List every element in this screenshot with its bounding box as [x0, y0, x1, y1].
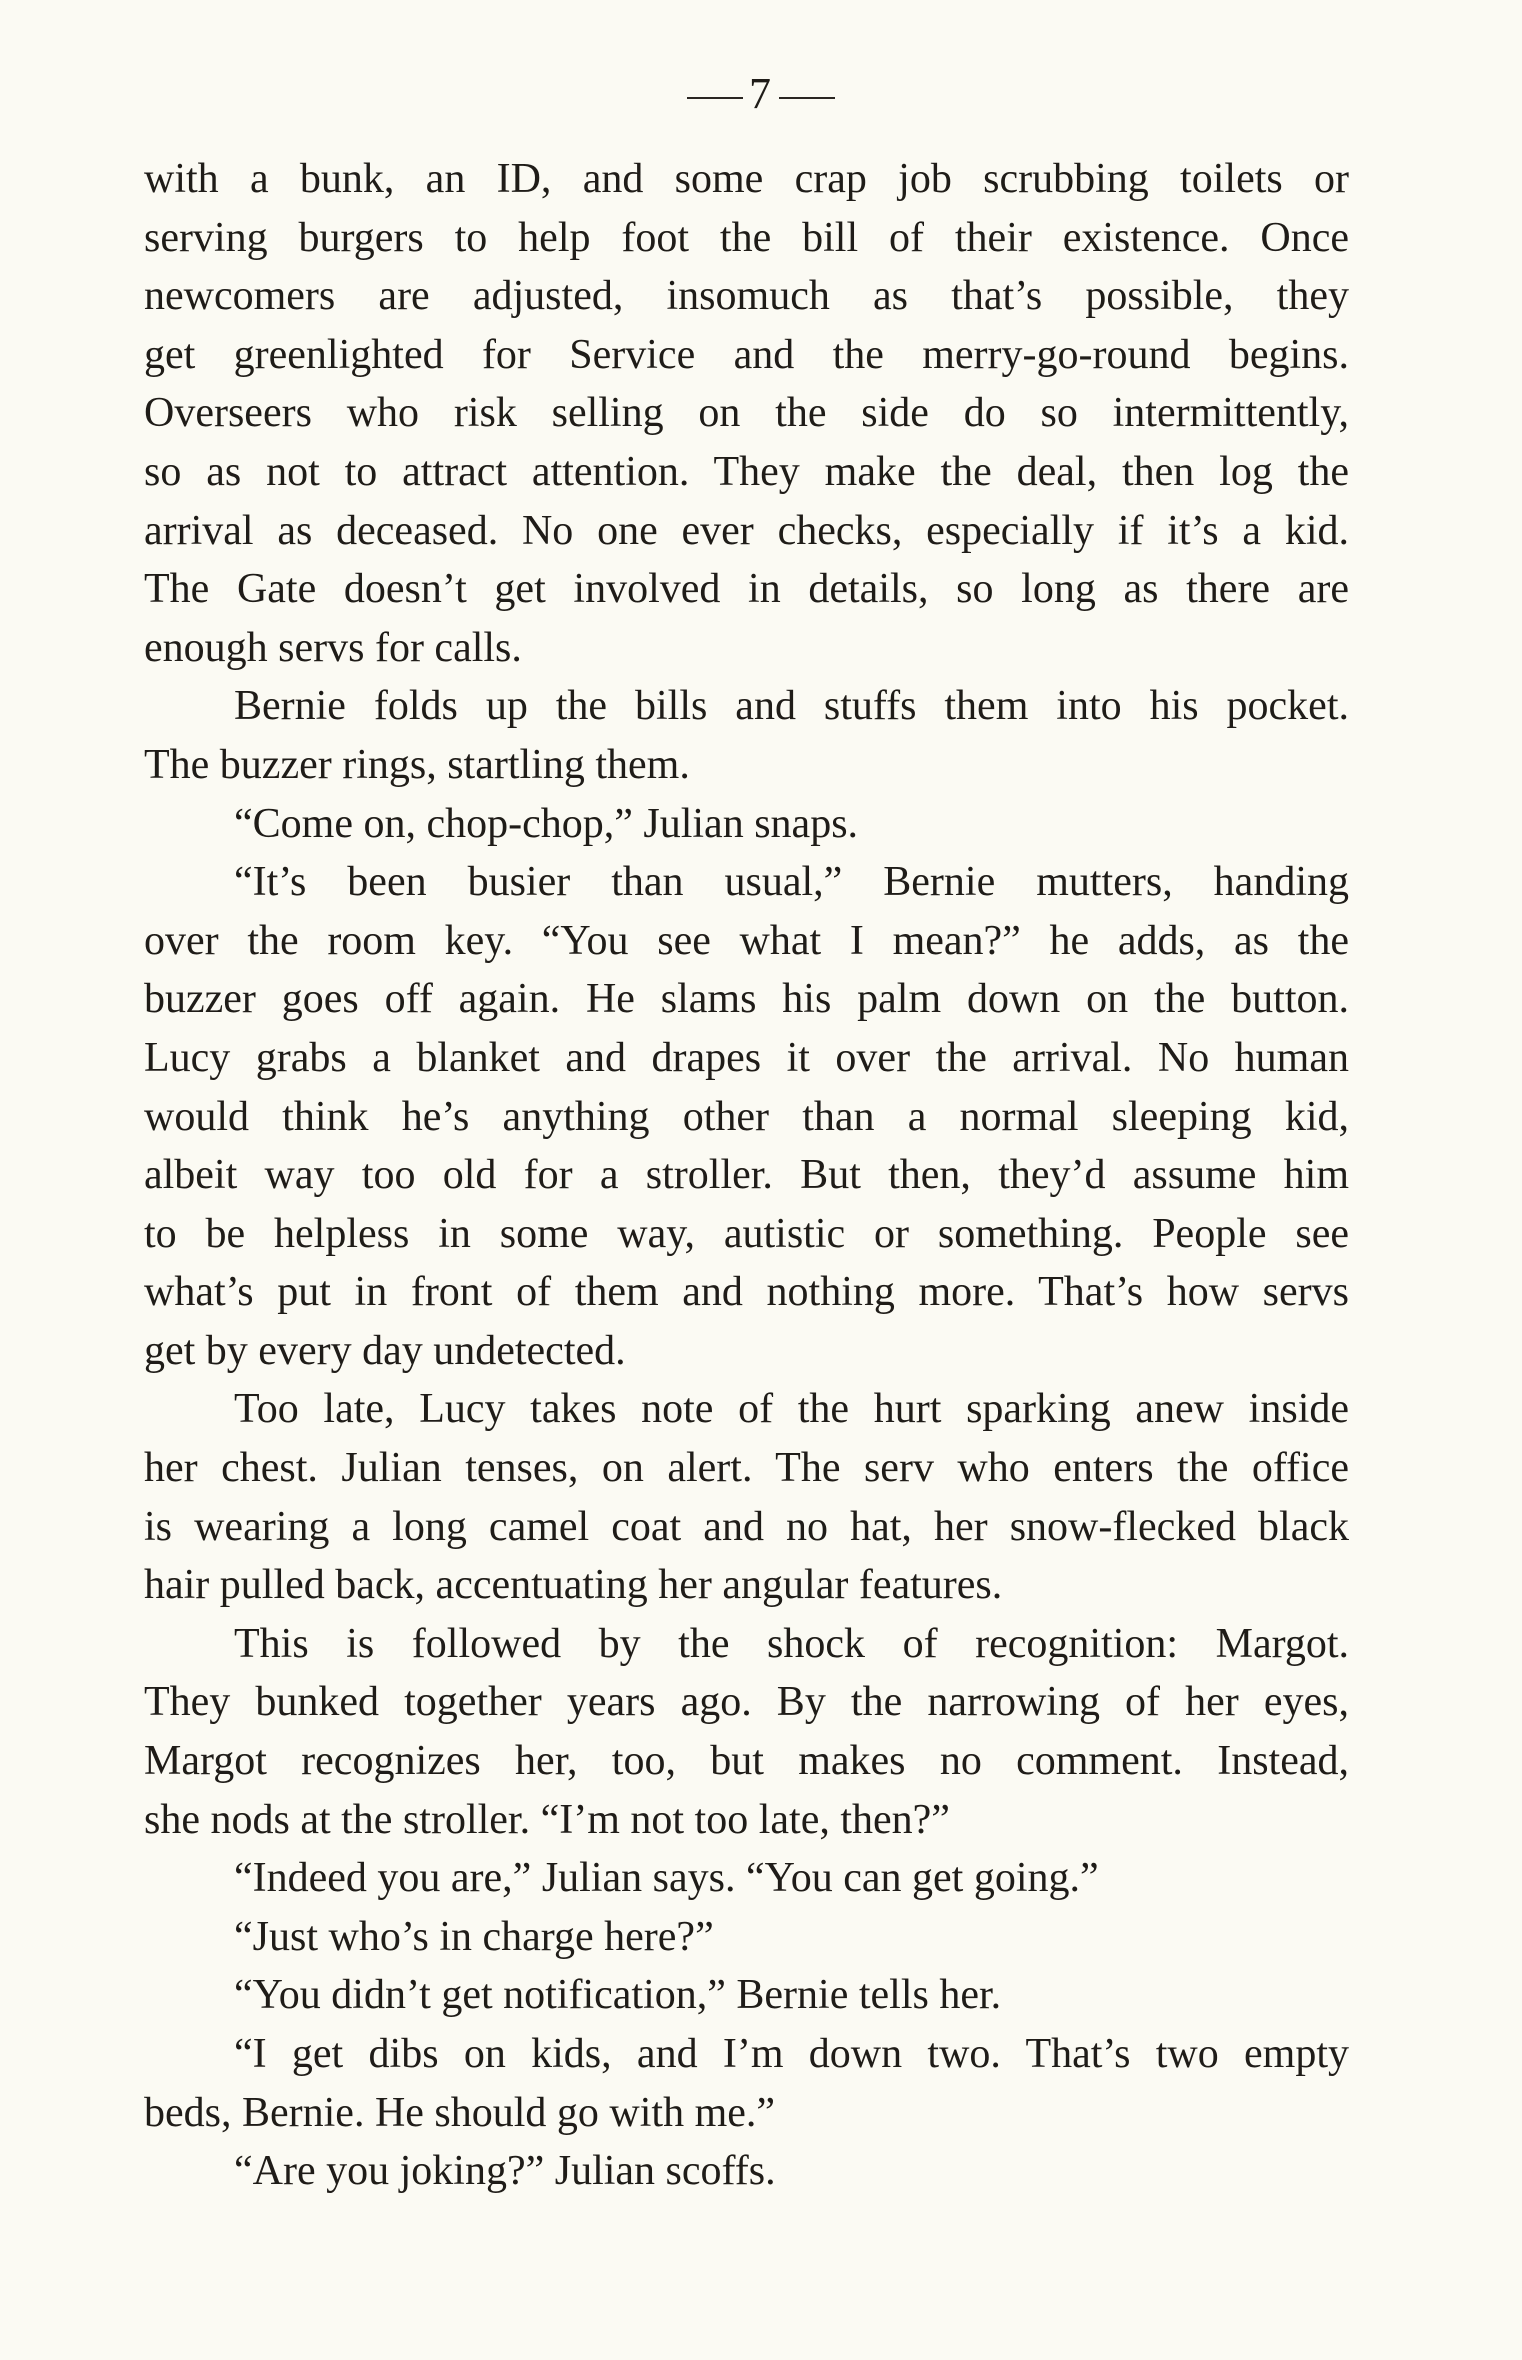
text-line: what’s put in front of them and nothing more. That’s how servs — [144, 1269, 1349, 1316]
text-line: The Gate doesn’t get involved in details, so long as there are — [144, 566, 1349, 613]
text-line: Margot recognizes her, too, but makes no comment. Instead, — [144, 1738, 1349, 1785]
text-line: serving burgers to help foot the bill of their existence. Once — [144, 214, 1349, 261]
text-line: so as not to attract attention. They make the deal, then log the — [144, 448, 1349, 495]
text-line: They bunked together years ago. By the narrowing of her eyes, — [144, 1679, 1349, 1726]
text-line: get greenlighted for Service and the merry-go-round begins. — [144, 331, 1349, 378]
text-line: she nods at the stroller. “I’m not too late, then?” — [144, 1796, 950, 1843]
folio-rule-right — [779, 97, 835, 99]
text-line: would think he’s anything other than a normal sleeping kid, — [144, 1093, 1349, 1140]
text-line: hair pulled back, accentuating her angular features. — [144, 1562, 1003, 1609]
folio-rule-left — [687, 97, 743, 99]
text-line: “Indeed you are,” Julian says. “You can get going.” — [234, 1855, 1099, 1902]
text-line: with a bunk, an ID, and some crap job scrubbing toilets or — [144, 156, 1349, 202]
text-line: albeit way too old for a stroller. But then, they’d assume him — [144, 1152, 1349, 1199]
text-line: arrival as deceased. No one ever checks, especially if it’s a kid. — [144, 507, 1349, 554]
text-line: to be helpless in some way, autistic or something. People see — [144, 1210, 1349, 1257]
text-line: “Are you joking?” Julian scoffs. — [234, 2148, 776, 2195]
text-line: “It’s been busier than usual,” Bernie mutters, handing — [234, 859, 1349, 906]
body-text — [144, 150, 1349, 2201]
text-line: Too late, Lucy takes note of the hurt sparking anew inside — [234, 1386, 1349, 1433]
text-line: her chest. Julian tenses, on alert. The serv who enters the office — [144, 1445, 1349, 1492]
page-number-text: 7 — [749, 69, 773, 118]
text-line: “Just who’s in charge here?” — [234, 1913, 714, 1960]
text-line: “Come on, chop-chop,” Julian snaps. — [234, 800, 859, 847]
text-line: newcomers are adjusted, insomuch as that’s possible, they — [144, 273, 1349, 320]
text-line: “You didn’t get notification,” Bernie tells her. — [234, 1972, 1002, 2019]
text-line: “I get dibs on kids, and I’m down two. That’s two empty — [234, 2031, 1349, 2077]
text-line: Bernie folds up the bills and stuffs them into his pocket. — [234, 683, 1349, 730]
text-line: beds, Bernie. He should go with me.” — [144, 2089, 776, 2136]
text-line: Lucy grabs a blanket and drapes it over the arrival. No human — [144, 1034, 1349, 1081]
text-line: This is followed by the shock of recognition: Margot. — [234, 1620, 1349, 1667]
text-line: Overseers who risk selling on the side do so intermittently, — [144, 390, 1349, 437]
text-line: get by every day undetected. — [144, 1327, 626, 1374]
text-line: is wearing a long camel coat and no hat, her snow-flecked black — [144, 1503, 1349, 1550]
text-line: enough servs for calls. — [144, 624, 522, 671]
text-line: The buzzer rings, startling them. — [144, 741, 690, 788]
text-line: buzzer goes off again. He slams his palm down on the button. — [144, 976, 1349, 1023]
page-number — [0, 64, 1522, 124]
text-line: over the room key. “You see what I mean?” he adds, as the — [144, 917, 1349, 964]
